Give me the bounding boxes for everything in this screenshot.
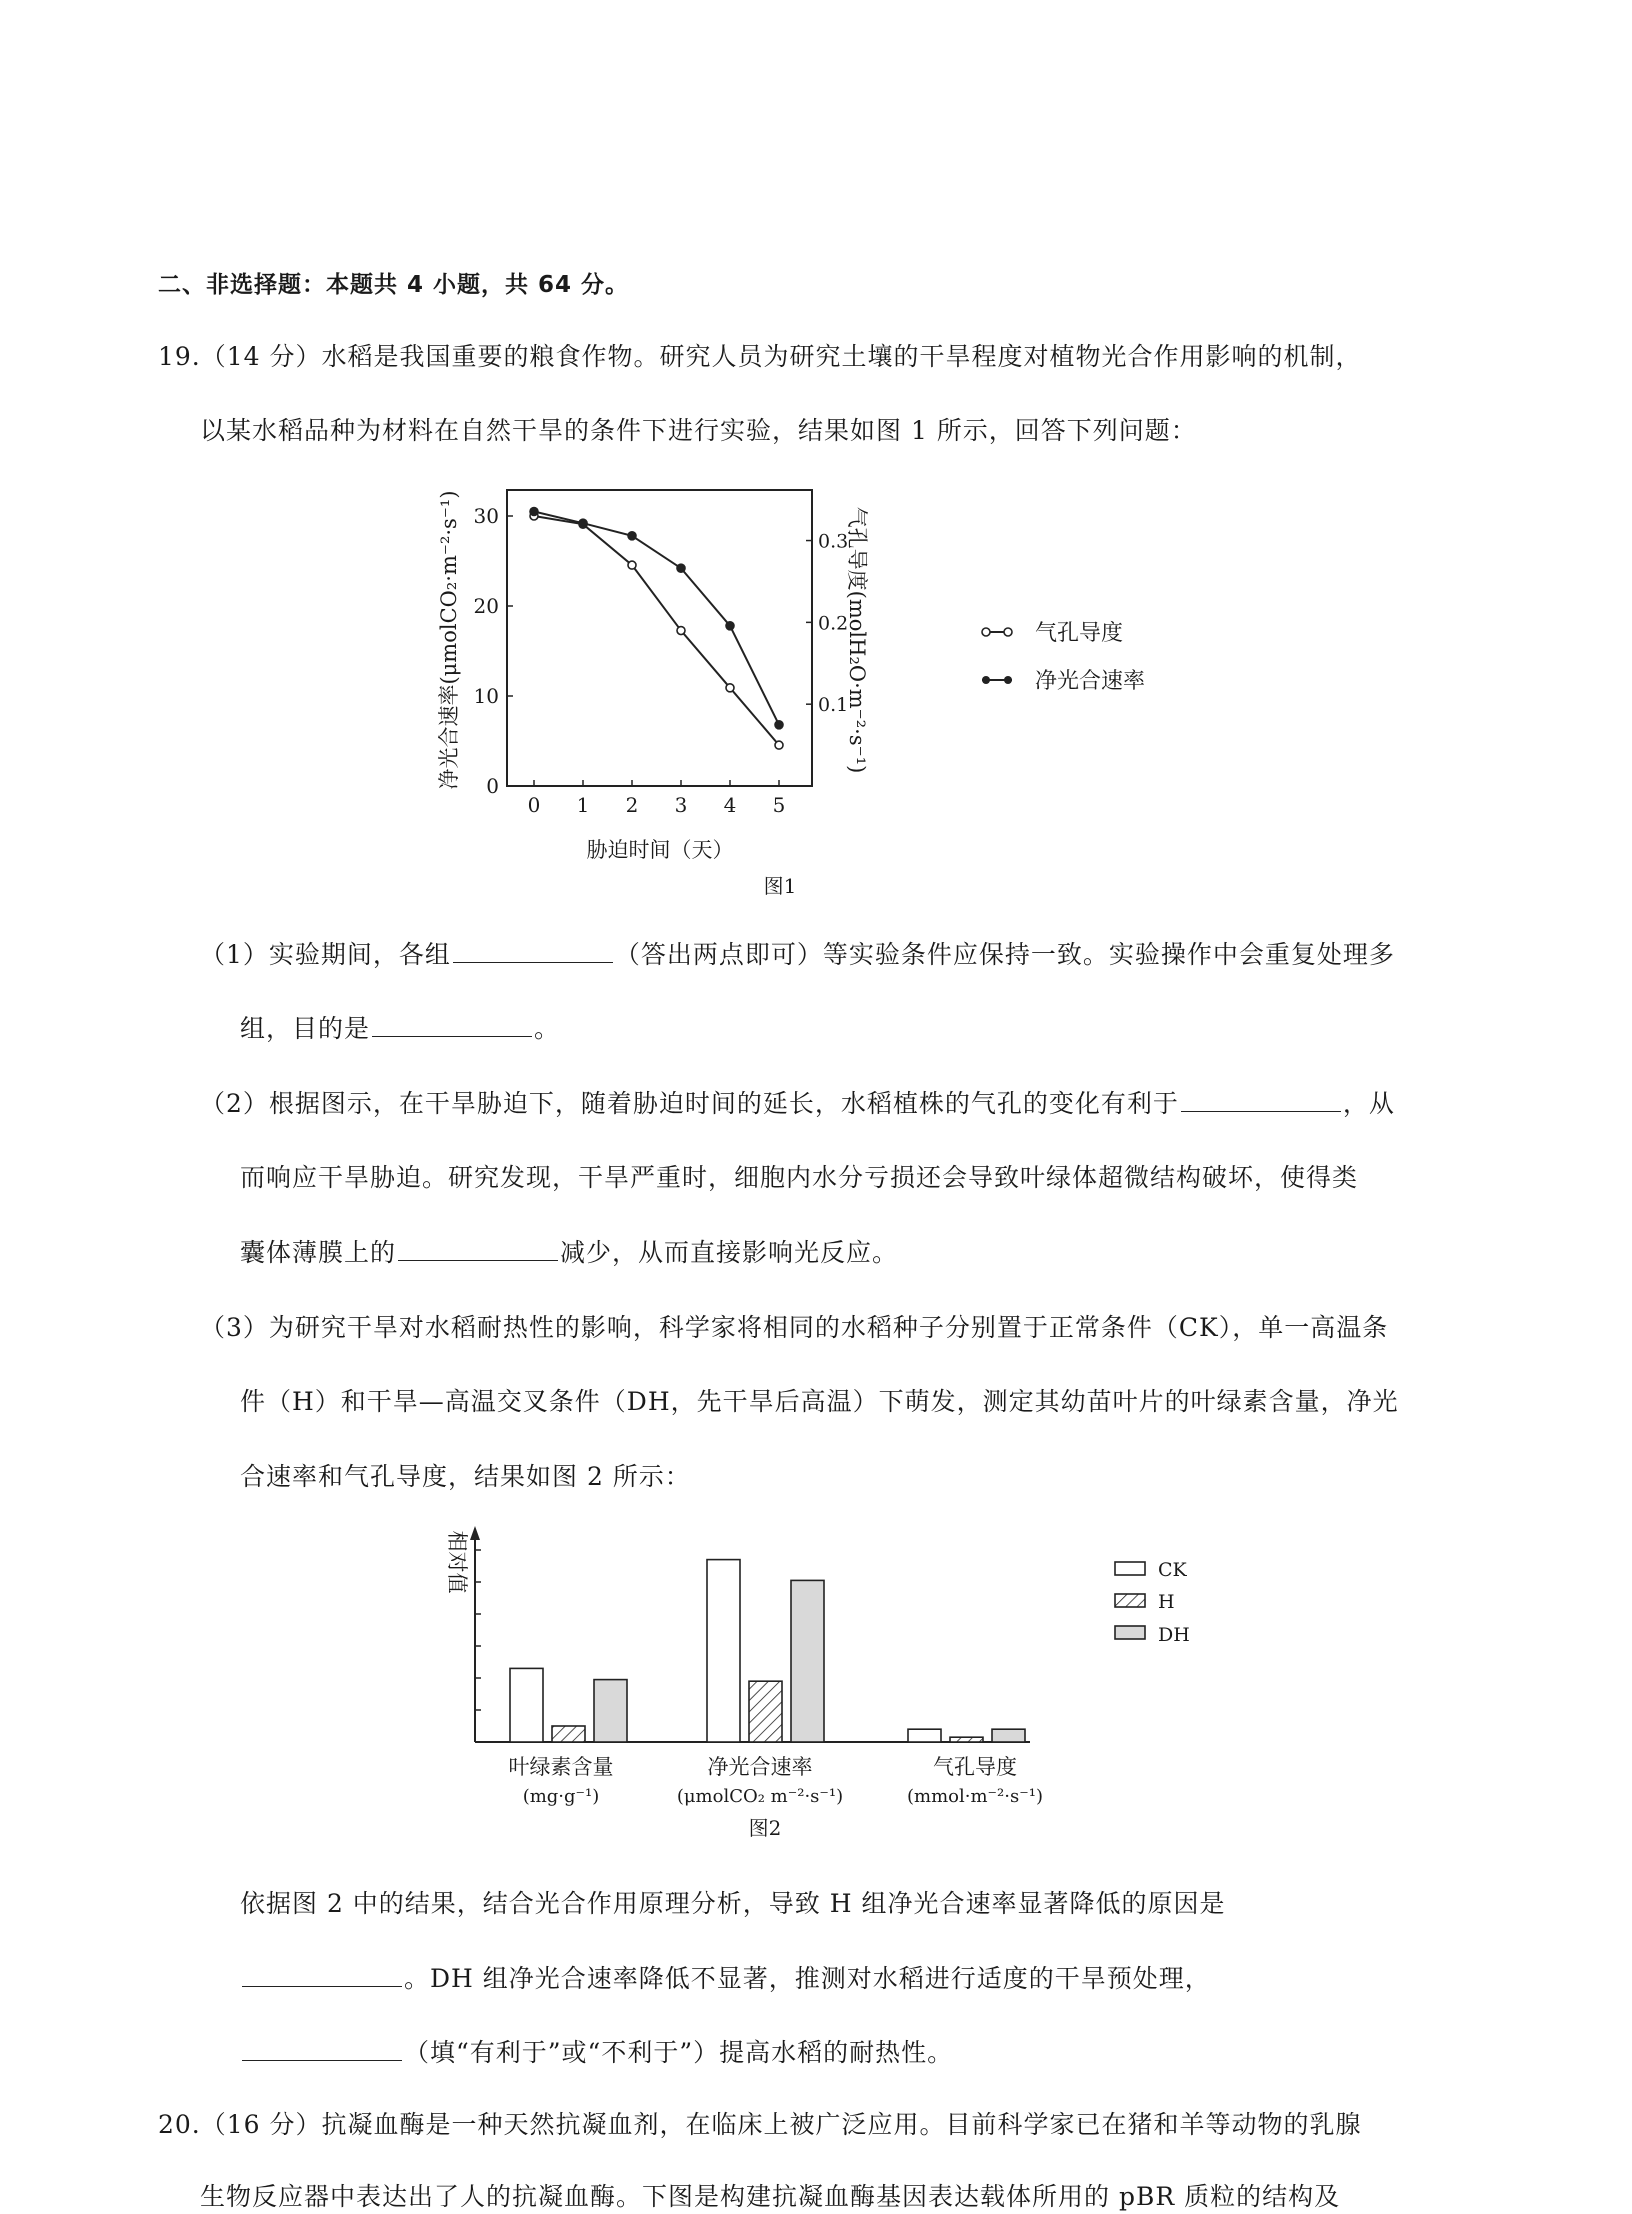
figure-1-plot-frame <box>507 490 812 786</box>
figure-1-left-tick-label: 10 <box>473 684 499 708</box>
figure-1-legend-series-1: 净光合速率 <box>1035 669 1146 694</box>
figure-2-bar-h-1 <box>749 1681 782 1742</box>
figure-1-data-point <box>775 741 783 749</box>
figure-1-x-tick-label: 3 <box>674 793 688 817</box>
legend-swatch-ck <box>1115 1562 1145 1575</box>
figure-2-bar-ck-0 <box>510 1668 543 1742</box>
figure-2-legend <box>1115 1559 1190 1646</box>
figure-2-category-label: 净光合速率 <box>707 1755 813 1779</box>
figure-1-x-tick-label: 0 <box>527 793 541 817</box>
q19-p2-line3 <box>240 1236 898 1270</box>
q19-p2-line2: 而响应干旱胁迫。研究发现，干旱严重时，细胞内水分亏损还会导致叶绿体超微结构破坏，使得类 <box>240 1163 1359 1192</box>
y-axis-arrow-icon <box>470 1526 480 1540</box>
figure-2-bar-dh-0 <box>594 1680 627 1742</box>
q19-p3-text-e: 。DH 组净光合速率降低不显著，推测对水稻进行适度的干旱预处理， <box>404 1964 1211 1993</box>
q19-p1-text-b: （答出两点即可）等实验条件应保持一致。实验操作中会重复处理多 <box>614 940 1395 969</box>
legend-swatch-dh <box>1115 1626 1145 1639</box>
q19-p2-line1 <box>200 1087 1395 1121</box>
figure-2-category-unit: (mg·g⁻¹) <box>522 1786 600 1807</box>
figure-2-y-axis-label: 相对值 <box>445 1530 469 1594</box>
figure-1-data-point <box>775 721 783 729</box>
figure-1-right-axis-label: 气孔导度(molH₂O·m⁻²·s⁻¹) <box>845 506 869 774</box>
answer-blank-2[interactable] <box>372 1014 532 1037</box>
q20-line2: 生物反应器中表达出了人的抗凝血酶。下图是构建抗凝血酶基因表达载体所用的 pBR 质粒的结构及 <box>200 2182 1341 2211</box>
figure-1-left-tick-label: 30 <box>473 504 499 528</box>
q19-p3-text-f: （填“有利于”或“不利于”）提高水稻的耐热性。 <box>404 2038 954 2067</box>
figure-1-caption: 图1 <box>763 874 797 898</box>
figure-2-bar-h-0 <box>552 1726 585 1742</box>
q19-p3-line1: （3）为研究干旱对水稻耐热性的影响，科学家将相同的水稻种子分别置于正常条件（CK），单一高温条 <box>200 1313 1389 1342</box>
figure-1-right-tick-label: 0.3 <box>818 530 849 553</box>
q19-p3-line2: 件（H）和干旱—高温交叉条件（DH，先干旱后高温）下萌发，测定其幼苗叶片的叶绿素含量，净光 <box>240 1387 1399 1416</box>
figure-1-data-point <box>726 622 734 630</box>
figure-1-legend <box>982 621 1145 694</box>
figure-1-right-tick-label: 0.2 <box>818 612 849 635</box>
figure-2-bar-chart <box>420 1520 1240 1850</box>
q19-p3-line3: 合速率和气孔导度，结果如图 2 所示： <box>240 1462 691 1491</box>
figure-1-left-tick-label: 20 <box>473 594 499 618</box>
figure-1-legend-series-0: 气孔导度 <box>1035 621 1124 646</box>
q19-p1-text-a: （1）实验期间，各组 <box>200 940 451 969</box>
figure-1-x-tick-label: 2 <box>625 793 639 817</box>
q19-line2: 以某水稻品种为材料在自然干旱的条件下进行实验，结果如图 1 所示，回答下列问题： <box>200 416 1197 445</box>
figure-1-data-point <box>579 519 587 527</box>
legend-filled-marker <box>982 676 990 684</box>
figure-1-data-point <box>628 532 636 540</box>
q19-p3-line4: 依据图 2 中的结果，结合光合作用原理分析，导致 H 组净光合速率显著降低的原因是 <box>240 1889 1226 1918</box>
answer-blank-4[interactable] <box>398 1238 558 1261</box>
figure-1-series-line-1 <box>534 512 779 725</box>
legend-open-marker <box>982 628 990 636</box>
figure-1-data-point <box>530 508 538 516</box>
figure-1-data-point <box>726 684 734 692</box>
figure-1-series-line-0 <box>534 516 779 745</box>
figure-1-x-tick-label: 5 <box>772 793 786 817</box>
q19-p1-text-d: 。 <box>534 1014 561 1043</box>
figure-2-category-unit: (μmolCO₂ m⁻²·s⁻¹) <box>676 1786 844 1807</box>
figure-1-data-point <box>677 627 685 635</box>
figure-1-data-point <box>628 561 636 569</box>
q19-p2-text-d: 减少，从而直接影响光反应。 <box>560 1238 899 1267</box>
figure-2-bar-ck-2 <box>908 1729 941 1742</box>
section-title: 二、非选择题：本题共 4 小题，共 64 分。 <box>158 272 630 298</box>
figure-1-x-axis-label: 胁迫时间（天） <box>586 838 734 862</box>
figure-1-data-point <box>677 564 685 572</box>
figure-2-legend-dh: DH <box>1158 1624 1190 1646</box>
answer-blank-1[interactable] <box>453 940 613 963</box>
q19-p2-text-b: ，从 <box>1342 1089 1395 1118</box>
figure-2-bar-h-2 <box>950 1737 983 1742</box>
answer-blank-3[interactable] <box>1181 1089 1341 1112</box>
q19-p2-text-c: 囊体薄膜上的 <box>240 1238 397 1267</box>
answer-blank-6[interactable] <box>242 2038 402 2061</box>
q19-p1-text-c: 组，目的是 <box>240 1014 371 1043</box>
figure-2-category-label: 气孔导度 <box>933 1755 1017 1779</box>
answer-blank-5[interactable] <box>242 1964 402 1987</box>
q19-p1-line2 <box>240 1012 560 1046</box>
figure-1-line-chart <box>430 470 1210 910</box>
figure-2-caption: 图2 <box>748 1816 782 1840</box>
figure-2-category-label: 叶绿素含量 <box>508 1755 614 1779</box>
figure-1-x-tick-label: 1 <box>576 793 590 817</box>
figure-2-legend-h: H <box>1158 1591 1175 1613</box>
q19-p3-line6 <box>240 2036 953 2070</box>
figure-1-left-tick-label: 0 <box>486 774 499 798</box>
q20-line1: 20.（16 分）抗凝血酶是一种天然抗凝血剂，在临床上被广泛应用。目前科学家已在猪和羊等动物的乳腺 <box>158 2110 1362 2139</box>
figure-1-left-axis-label: 净光合速率(μmolCO₂·m⁻²·s⁻¹) <box>437 490 461 790</box>
figure-2-category-unit: (mmol·m⁻²·s⁻¹) <box>907 1786 1043 1807</box>
figure-2-bar-dh-2 <box>992 1729 1025 1742</box>
q19-p1-line1 <box>200 938 1395 972</box>
figure-2-bar-dh-1 <box>791 1580 824 1742</box>
q19-line1: 19.（14 分）水稻是我国重要的粮食作物。研究人员为研究土壤的干旱程度对植物光合作用影响的机制， <box>158 342 1362 371</box>
figure-1-x-tick-label: 4 <box>723 793 737 817</box>
q19-p2-text-a: （2）根据图示，在干旱胁迫下，随着胁迫时间的延长，水稻植株的气孔的变化有利于 <box>200 1089 1179 1118</box>
figure-2-legend-ck: CK <box>1158 1559 1187 1581</box>
figure-2-bar-ck-1 <box>707 1560 740 1742</box>
legend-swatch-h <box>1115 1594 1145 1607</box>
q19-p3-line5 <box>240 1962 1211 1996</box>
figure-1-right-tick-label: 0.1 <box>818 694 849 717</box>
